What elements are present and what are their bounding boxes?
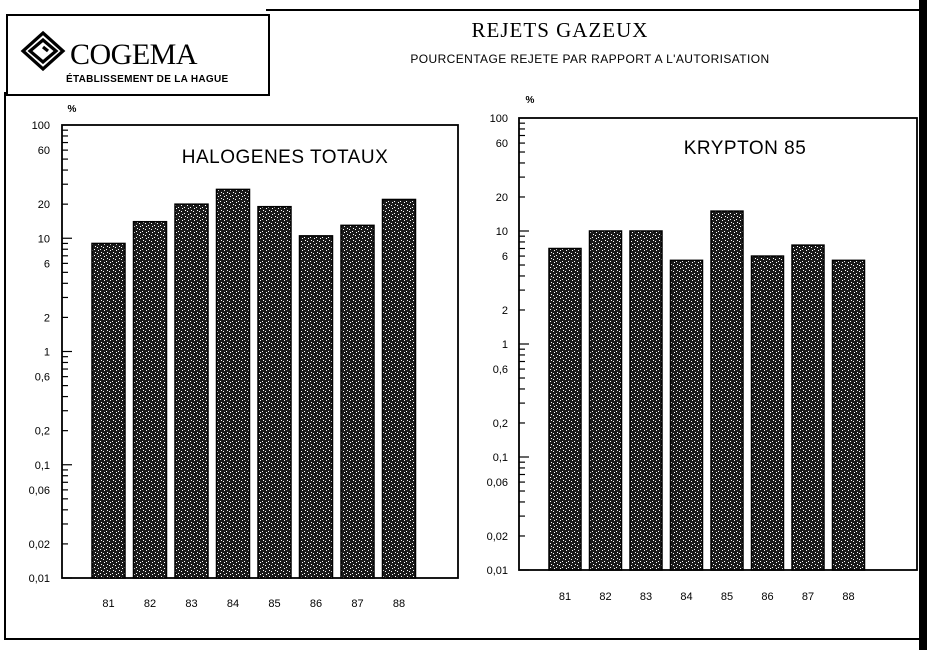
y-tick-label: 0,1 (34, 459, 50, 472)
y-tick-label: 0,02 (486, 530, 508, 543)
y-tick-label: 60 (495, 138, 508, 151)
x-tick-label: 88 (842, 591, 855, 603)
y-tick-label: 100 (489, 113, 508, 125)
y-tick-label: 0,1 (492, 452, 508, 464)
x-tick-label: 85 (268, 598, 281, 610)
logo-name: COGEMA (70, 38, 198, 71)
y-tick-label: 20 (37, 199, 50, 212)
y-tick-label: 1 (43, 346, 50, 359)
bar-81 (549, 249, 581, 570)
y-tick-label: 0,06 (28, 484, 50, 497)
x-tick-label: 87 (351, 598, 364, 610)
y-tick-label: 6 (43, 258, 50, 271)
x-tick-label: 86 (309, 598, 323, 610)
y-tick-label: 6 (501, 251, 508, 264)
bar-88 (833, 260, 865, 570)
x-tick-label: 86 (761, 591, 774, 603)
x-tick-label: 85 (720, 591, 734, 603)
y-tick-label: 0,02 (28, 538, 50, 551)
x-tick-label: 84 (680, 591, 693, 603)
y-tick-label: 0,2 (34, 425, 50, 438)
y-tick-label: 100 (31, 120, 50, 132)
y-tick-label: 20 (495, 191, 508, 204)
y-tick-label: 0,2 (492, 417, 508, 430)
page-subtitle: POURCENTAGE REJETE PAR RAPPORT A L'AUTORISATION (410, 52, 770, 66)
x-tick-label: 87 (801, 591, 815, 603)
page-title: REJETS GAZEUX (471, 18, 649, 42)
bar-84 (671, 260, 703, 570)
y-tick-label: 0,6 (492, 364, 508, 377)
x-tick-label: 81 (558, 591, 572, 603)
x-tick-label: 81 (102, 598, 115, 610)
bar-83 (630, 231, 662, 570)
y-tick-label: 0,6 (34, 371, 50, 384)
x-tick-label: 83 (639, 591, 653, 603)
x-tick-label: 82 (143, 598, 157, 610)
x-tick-label: 84 (226, 598, 240, 610)
bar-82 (590, 231, 622, 570)
x-tick-label: 83 (185, 598, 198, 610)
y-tick-label: 60 (37, 145, 50, 158)
chart-title: HALOGENES TOTAUX (181, 147, 389, 168)
y-tick-label: 2 (43, 312, 50, 325)
y-tick-label: 0,06 (486, 477, 508, 490)
y-axis-label: % (67, 104, 77, 115)
bar-87 (792, 245, 824, 570)
y-tick-label: 2 (501, 304, 508, 317)
y-axis-label: % (525, 95, 535, 106)
bar-86 (752, 256, 784, 570)
y-tick-label: 1 (501, 339, 508, 351)
y-tick-label: 10 (37, 233, 50, 246)
y-tick-label: 0,01 (486, 565, 508, 577)
x-tick-label: 88 (392, 598, 406, 610)
bar-85 (711, 211, 743, 570)
y-tick-label: 10 (495, 226, 508, 238)
logo-subtitle: ÉTABLISSEMENT DE LA HAGUE (66, 74, 229, 85)
x-tick-label: 82 (599, 591, 612, 603)
chart-title: KRYPTON 85 (683, 138, 807, 159)
y-tick-label: 0,01 (28, 573, 50, 585)
